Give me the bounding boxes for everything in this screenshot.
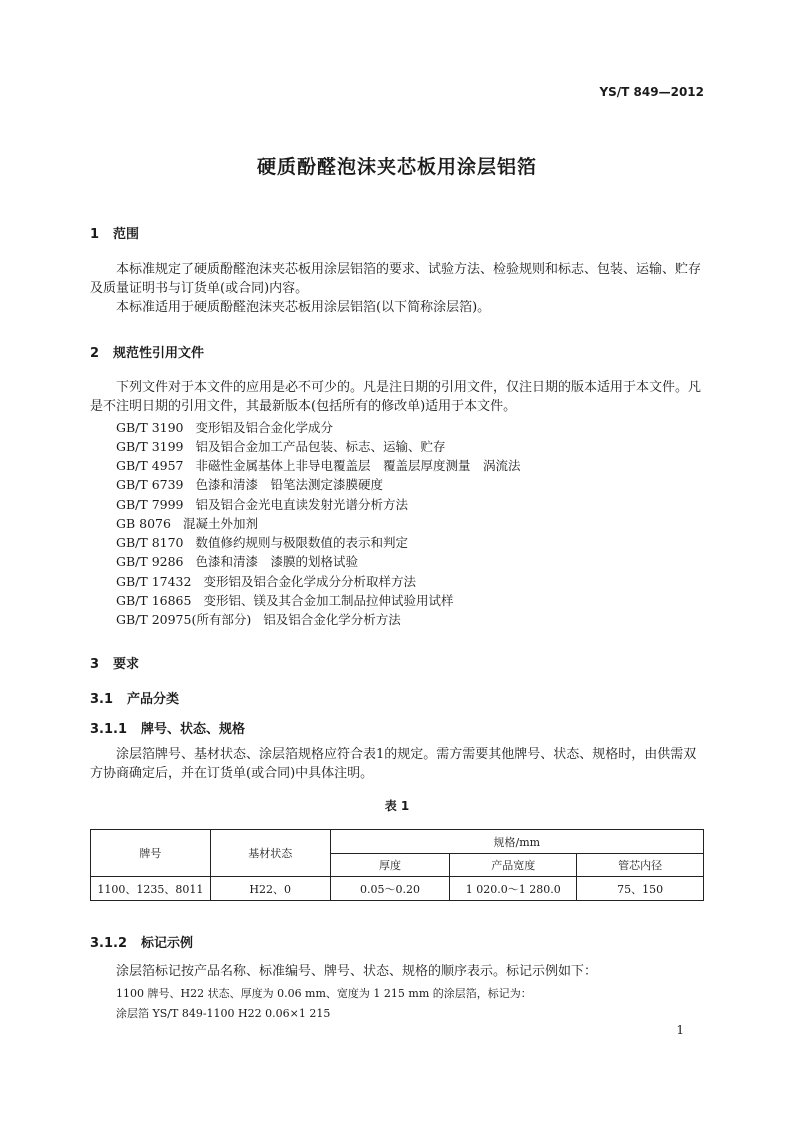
reference-code: GB/T 16865	[116, 593, 192, 608]
reference-code: GB/T 20975(所有部分)	[116, 612, 252, 627]
table-row	[91, 877, 704, 901]
reference-item	[116, 572, 416, 590]
header-grade: 牌号	[91, 830, 211, 877]
reference-title: 变形铝、镁及其合金加工制品拉伸试验用试样	[203, 593, 454, 608]
reference-item	[116, 552, 358, 570]
cell-grade: 1100、1235、8011	[91, 877, 211, 901]
reference-code: GB/T 9286	[116, 554, 184, 569]
reference-title: 色漆和清漆 漆膜的划格试验	[195, 554, 359, 569]
reference-code: GB/T 6739	[116, 477, 184, 492]
document-title: 硬质酚醛泡沫夹芯板用涂层铝箔	[256, 156, 537, 178]
header-width: 产品宽度	[450, 854, 577, 877]
section-3-heading	[90, 653, 139, 672]
reference-title: 色漆和清漆 铅笔法测定漆膜硬度	[195, 477, 384, 492]
reference-title: 铝及铝合金加工产品包装、标志、运输、贮存	[195, 439, 446, 454]
header-thickness: 厚度	[330, 854, 450, 877]
section-1-paragraph-2: 本标准适用于硬质酚醛泡沫夹芯板用涂层铝箔(以下简称涂层箔)。	[116, 300, 491, 315]
standard-code: YS/T 849—2012	[599, 85, 704, 99]
reference-title: 变形铝及铝合金化学成分	[195, 420, 334, 435]
marking-example: 涂层箔 YS/T 849-1100 H22 0.06×1 215	[116, 1007, 331, 1020]
section-title: 标记示例	[141, 936, 194, 951]
reference-item	[116, 533, 408, 551]
section-2-heading	[90, 342, 204, 361]
cell-thickness: 0.05～0.20	[330, 877, 450, 901]
reference-code: GB/T 17432	[116, 574, 192, 589]
cell-temper: H22、0	[210, 877, 330, 901]
section-title: 产品分类	[127, 692, 180, 707]
section-number: 3.1	[90, 692, 114, 707]
reference-item	[116, 610, 401, 628]
marking-example-description: 1100 牌号、H22 状态、厚度为 0.06 mm、宽度为 1 215 mm 的涂层箔，标记为：	[116, 987, 532, 1000]
subsection-3-1-1-heading	[90, 718, 245, 737]
header-spec: 规格/mm	[330, 830, 703, 854]
reference-item	[116, 495, 408, 513]
section-number: 3.1.2	[90, 936, 128, 951]
section-number: 1	[90, 227, 100, 242]
reference-item	[116, 456, 521, 474]
section-title: 要求	[113, 657, 140, 672]
page-number: 1	[676, 1023, 684, 1037]
subsection-3-1-heading	[90, 688, 179, 707]
reference-code: GB/T 8170	[116, 535, 184, 550]
reference-title: 混凝土外加剂	[182, 516, 258, 531]
section-number: 2	[90, 346, 100, 361]
reference-title: 铝及铝合金光电直读发射光谱分析方法	[195, 497, 409, 512]
reference-code: GB/T 4957	[116, 458, 184, 473]
subsection-3-1-2-paragraph: 涂层箔标记按产品名称、标准编号、牌号、状态、规格的顺序表示。标记示例如下：	[116, 964, 598, 979]
reference-item	[116, 514, 258, 532]
section-2-intro: 下列文件对于本文件的应用是必不可少的。凡是注日期的引用文件，仅注日期的版本适用于本文件。凡是不注明日期的引用文件，其最新版本(包括所有的修改单)适用于本文件。	[90, 380, 702, 414]
section-1-paragraph-1: 本标准规定了硬质酚醛泡沫夹芯板用涂层铝箔的要求、试验方法、检验规则和标志、包装、运输、贮存及质量证明书与订货单(或合同)内容。	[90, 262, 702, 296]
reference-title: 数值修约规则与极限数值的表示和判定	[195, 535, 409, 550]
reference-code: GB 8076	[116, 516, 171, 531]
reference-item	[116, 437, 446, 455]
section-number: 3	[90, 657, 100, 672]
reference-item	[116, 418, 333, 436]
header-core-diameter: 管芯内径	[577, 854, 704, 877]
reference-item	[116, 591, 453, 609]
section-1-heading	[90, 223, 139, 242]
section-title: 规范性引用文件	[113, 346, 205, 361]
reference-code: GB/T 3199	[116, 439, 184, 454]
subsection-3-1-2-heading	[90, 932, 193, 951]
spec-table	[90, 829, 704, 901]
section-number: 3.1.1	[90, 722, 128, 737]
section-title: 牌号、状态、规格	[141, 722, 246, 737]
cell-width: 1 020.0～1 280.0	[450, 877, 577, 901]
table-caption: 表 1	[384, 799, 410, 813]
section-title: 范围	[113, 227, 140, 242]
header-temper: 基材状态	[210, 830, 330, 877]
reference-title: 变形铝及铝合金化学成分分析取样方法	[203, 574, 416, 589]
subsection-3-1-1-paragraph: 涂层箔牌号、基材状态、涂层箔规格应符合表1的规定。需方需要其他牌号、状态、规格时，由供需双方协商确定后，并在订货单(或合同)中具体注明。	[90, 747, 697, 781]
reference-code: GB/T 3190	[116, 420, 184, 435]
reference-item	[116, 475, 383, 493]
reference-code: GB/T 7999	[116, 497, 184, 512]
reference-title: 铝及铝合金化学分析方法	[263, 612, 401, 627]
cell-core-diameter: 75、150	[577, 877, 704, 901]
reference-title: 非磁性金属基体上非导电覆盖层 覆盖层厚度测量 涡流法	[195, 458, 521, 473]
